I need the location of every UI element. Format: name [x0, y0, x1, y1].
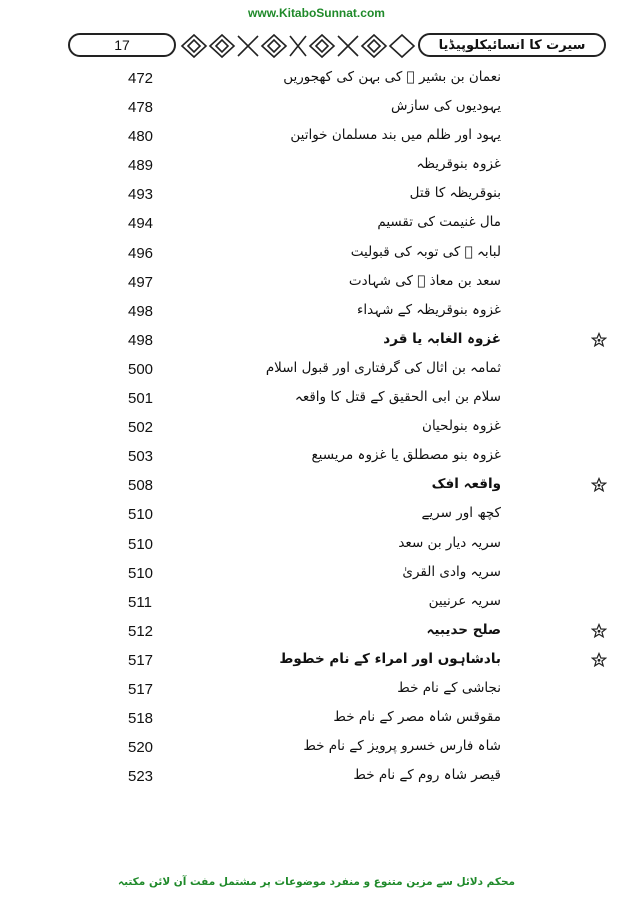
toc-row — [0, 95, 633, 124]
toc-row — [0, 328, 633, 357]
toc-entry-title: سریہ دیار بن سعد — [398, 534, 501, 551]
toc-page-number: 498 — [128, 302, 154, 320]
toc-page-number: 478 — [128, 99, 154, 117]
toc-row — [0, 502, 633, 531]
toc-row — [0, 473, 633, 502]
toc-entry-title: غزوہ بنولحیان — [422, 418, 501, 435]
toc-page-number: 480 — [128, 128, 154, 146]
site-url[interactable]: www.KitaboSunnat.com — [248, 6, 385, 20]
toc-page-number: 520 — [128, 739, 154, 757]
toc-row — [0, 735, 633, 764]
footer-tagline: محکم دلائل سے مزین متنوع و منفرد موضوعات پر مشتمل مفت آن لائن مکتبہ — [117, 876, 516, 888]
toc-page-number: 494 — [128, 215, 154, 233]
toc-row — [0, 415, 633, 444]
toc-entry-title: صلح حدیبیہ — [426, 621, 501, 638]
toc-entry-title: سریہ وادی القریٰ — [402, 563, 501, 580]
toc-page-number: 493 — [128, 186, 154, 204]
toc-entry-title: غزوہ بنو مصطلق یا غزوہ مریسیع — [311, 447, 501, 464]
toc-entry-title: غزوہ الغابہ یا قرد — [383, 330, 501, 347]
toc-entry-title: سعد بن معاذ ﷜ کی شہادت — [348, 272, 501, 289]
toc-entry-title: شاہ فارس خسرو پرویز کے نام خط — [303, 738, 501, 755]
star-icon — [591, 623, 607, 639]
toc-row — [0, 386, 633, 415]
toc-entry-title: واقعہ افک — [431, 476, 501, 493]
toc-row — [0, 590, 633, 619]
toc-row — [0, 619, 633, 648]
book-title: سیرت کا انسائیکلوپیڈیا — [418, 33, 606, 57]
toc-entry-title: غزوہ بنوقریظہ — [416, 156, 501, 173]
toc-page-number: 472 — [128, 70, 154, 87]
toc-row — [0, 677, 633, 706]
table-of-contents — [0, 66, 633, 793]
toc-entry-title: مال غنیمت کی تقسیم — [377, 214, 501, 231]
toc-page-number: 512 — [128, 622, 154, 640]
toc-page-number: 508 — [128, 477, 154, 495]
toc-row — [0, 270, 633, 299]
page-number: 17 — [68, 33, 176, 57]
toc-entry-title: یہودیوں کی سازش — [391, 98, 501, 115]
star-icon — [591, 652, 607, 668]
toc-entry-title: سلام بن ابی الحقیق کے قتل کا واقعہ — [294, 389, 501, 406]
toc-row — [0, 211, 633, 240]
toc-row — [0, 66, 633, 95]
toc-page-number: 503 — [128, 448, 154, 466]
toc-row — [0, 124, 633, 153]
toc-page-number: 501 — [128, 390, 154, 408]
toc-entry-title: یہود اور ظلم میں بند مسلمان خواتین — [290, 127, 501, 144]
toc-page-number: 510 — [128, 564, 154, 582]
toc-page-number: 510 — [128, 506, 154, 524]
page-header — [68, 30, 606, 64]
toc-row — [0, 299, 633, 328]
toc-row — [0, 444, 633, 473]
toc-row — [0, 648, 633, 677]
toc-entry-title: ثمامہ بن اثال کی گرفتاری اور قبول اسلام — [265, 359, 501, 376]
toc-row — [0, 357, 633, 386]
toc-page-number: 523 — [128, 768, 154, 786]
toc-entry-title: قیصر شاہ روم کے نام خط — [353, 767, 501, 784]
toc-row — [0, 153, 633, 182]
toc-page-number: 497 — [128, 273, 154, 291]
toc-row — [0, 764, 633, 793]
toc-entry-title: نعمان بن بشیر ﷜ کی بہن کی کھجوریں — [283, 69, 501, 85]
toc-page-number: 489 — [128, 157, 154, 175]
star-icon — [591, 477, 607, 493]
toc-entry-title: سریہ عرنیین — [428, 592, 501, 609]
toc-page-number: 502 — [128, 419, 154, 437]
star-icon — [591, 332, 607, 348]
toc-page-number: 517 — [128, 680, 154, 698]
ornament-band-icon — [180, 32, 416, 60]
toc-entry-title: بادشاہوں اور امراء کے نام خطوط — [279, 650, 501, 667]
toc-entry-title: نجاشی کے نام خط — [397, 679, 501, 696]
toc-page-number: 498 — [128, 331, 154, 349]
toc-row — [0, 241, 633, 270]
toc-page-number: 510 — [128, 535, 154, 553]
toc-entry-title: مقوقس شاہ مصر کے نام خط — [333, 709, 501, 726]
toc-row — [0, 706, 633, 735]
toc-row — [0, 561, 633, 590]
toc-page-number: 518 — [128, 710, 154, 728]
toc-entry-title: لبابہ ﷜ کی توبہ کی قبولیت — [350, 243, 501, 260]
toc-entry-title: بنوقریظہ کا قتل — [409, 185, 501, 202]
toc-page-number: 496 — [128, 244, 154, 262]
toc-entry-title: غزوہ بنوقریظہ کے شہداء — [356, 301, 501, 318]
toc-page-number: 517 — [128, 651, 154, 669]
toc-page-number: 511 — [128, 593, 152, 611]
toc-page-number: 500 — [128, 360, 154, 378]
toc-row — [0, 532, 633, 561]
toc-entry-title: کچھ اور سریے — [421, 505, 501, 522]
toc-row — [0, 182, 633, 211]
